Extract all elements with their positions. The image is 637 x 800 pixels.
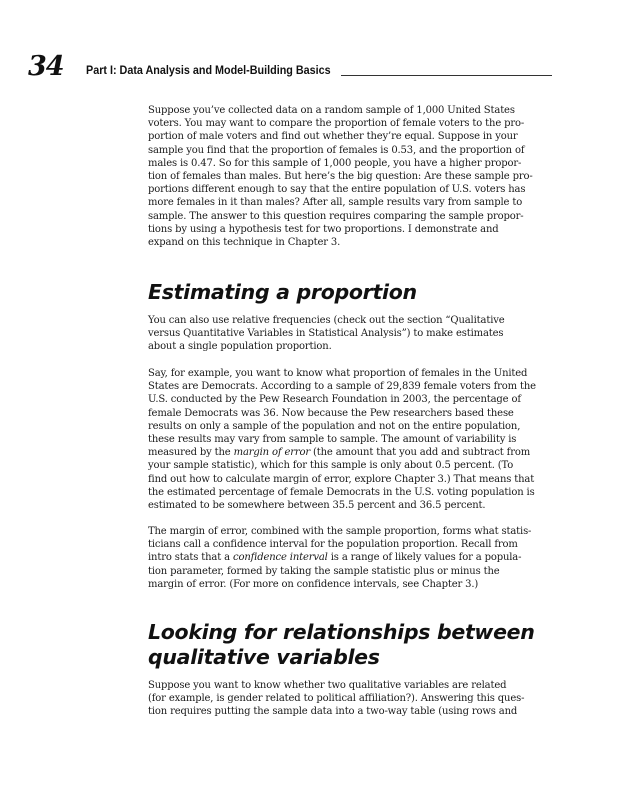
intro-text [148, 104, 560, 249]
text-fragment: intro stats that a [148, 552, 233, 564]
text-line: the estimated percentage of female Democrats in the U.S. voting population is [148, 486, 535, 498]
text-line: Suppose you want to know whether two qualitative variables are related [148, 680, 507, 691]
section-heading-estimating [148, 280, 417, 305]
estimating-paragraph-2 [148, 367, 560, 512]
running-head-title: Part I: Data Analysis and Model-Building Basics [86, 64, 331, 77]
text-line: Say, for example, you want to know what proportion of females in the United [148, 368, 528, 379]
text-line: about a single population proportion. [148, 341, 332, 353]
text-line: these results may vary from sample to sample. The amount of variability is [148, 434, 517, 446]
text-line: The margin of error, combined with the sample proportion, forms what statis- [148, 526, 532, 537]
text-line: States are Democrats. According to a sample of 29,839 female voters from the [148, 381, 536, 393]
text-line [148, 552, 521, 563]
text-line: margin of error. (For more on confidence intervals, see Chapter 3.) [148, 578, 479, 590]
text-line: female Democrats was 36. Now because the Pew researchers based these [148, 407, 514, 419]
running-head-rule [341, 75, 552, 76]
text-line: tions by using a hypothesis test for two proportions. I demonstrate and [148, 223, 499, 235]
text-line: tion parameter, formed by taking the sample statistic plus or minus the [148, 565, 500, 577]
text-line: tion of females than males. But here’s the big question: Are these sample pro- [148, 171, 533, 183]
text-line: sample you find that the proportion of females is 0.53, and the proportion of [148, 144, 525, 156]
text-line: portion of male voters and find out whether they’re equal. Suppose in your [148, 131, 518, 143]
text-line: tion requires putting the sample data into a two-way table (using rows and [148, 706, 518, 718]
paragraph-text [148, 367, 560, 512]
text-line: (for example, is gender related to political affiliation?). Answering this ques- [148, 693, 525, 705]
text-line: more females in it than males? After all, sample results vary from sample to [148, 197, 523, 209]
paragraph-text [148, 314, 560, 354]
text-fragment: is a range of likely values for a popula- [327, 552, 522, 564]
term-margin-of-error: margin of error [233, 447, 310, 459]
text-line: U.S. conducted by the Pew Research Foundation in 2003, the percentage of [148, 394, 521, 406]
text-line: portions different enough to say that the entire population of U.S. voters has [148, 184, 526, 196]
text-line [148, 447, 530, 458]
intro-paragraph [148, 104, 560, 249]
section-heading-relationships [148, 620, 535, 670]
text-line: ticians call a confidence interval for the population proportion. Recall from [148, 539, 518, 551]
text-line: estimated to be somewhere between 35.5 percent and 36.5 percent. [148, 500, 486, 512]
text-line: versus Quantitative Variables in Statistical Analysis”) to make estimates [148, 328, 504, 340]
text-line: sample. The answer to this question requires comparing the sample propor- [148, 210, 524, 222]
estimating-paragraph-3 [148, 525, 560, 591]
text-line: results on only a sample of the population and not on the entire population, [148, 420, 521, 432]
running-head [86, 64, 552, 78]
text-fragment: measured by the [148, 447, 234, 459]
heading-line-1: Looking for relationships between [148, 620, 535, 644]
term-confidence-interval: confidence interval [233, 552, 328, 564]
paragraph-text [148, 525, 560, 591]
text-line: find out how to calculate margin of error, explore Chapter 3.) That means that [148, 473, 535, 485]
text-line: You can also use relative frequencies (check out the section “Qualitative [148, 315, 505, 326]
page-number: 34 [28, 51, 64, 82]
heading-line-2: qualitative variables [148, 645, 380, 669]
text-fragment: (the amount that you add and subtract from [309, 447, 531, 459]
relationships-paragraph [148, 679, 560, 719]
text-line: expand on this technique in Chapter 3. [148, 237, 341, 249]
text-line: males is 0.47. So for this sample of 1,000 people, you have a higher propor- [148, 157, 522, 169]
text-line: voters. You may want to compare the proportion of female voters to the pro- [148, 118, 525, 130]
text-line: Suppose you’ve collected data on a random sample of 1,000 United States [148, 105, 515, 116]
text-line: your sample statistic), which for this sample is only about 0.5 percent. (To [148, 460, 514, 472]
estimating-paragraph-1 [148, 314, 560, 354]
heading-text: Estimating a proportion [148, 280, 417, 304]
paragraph-text [148, 679, 560, 719]
